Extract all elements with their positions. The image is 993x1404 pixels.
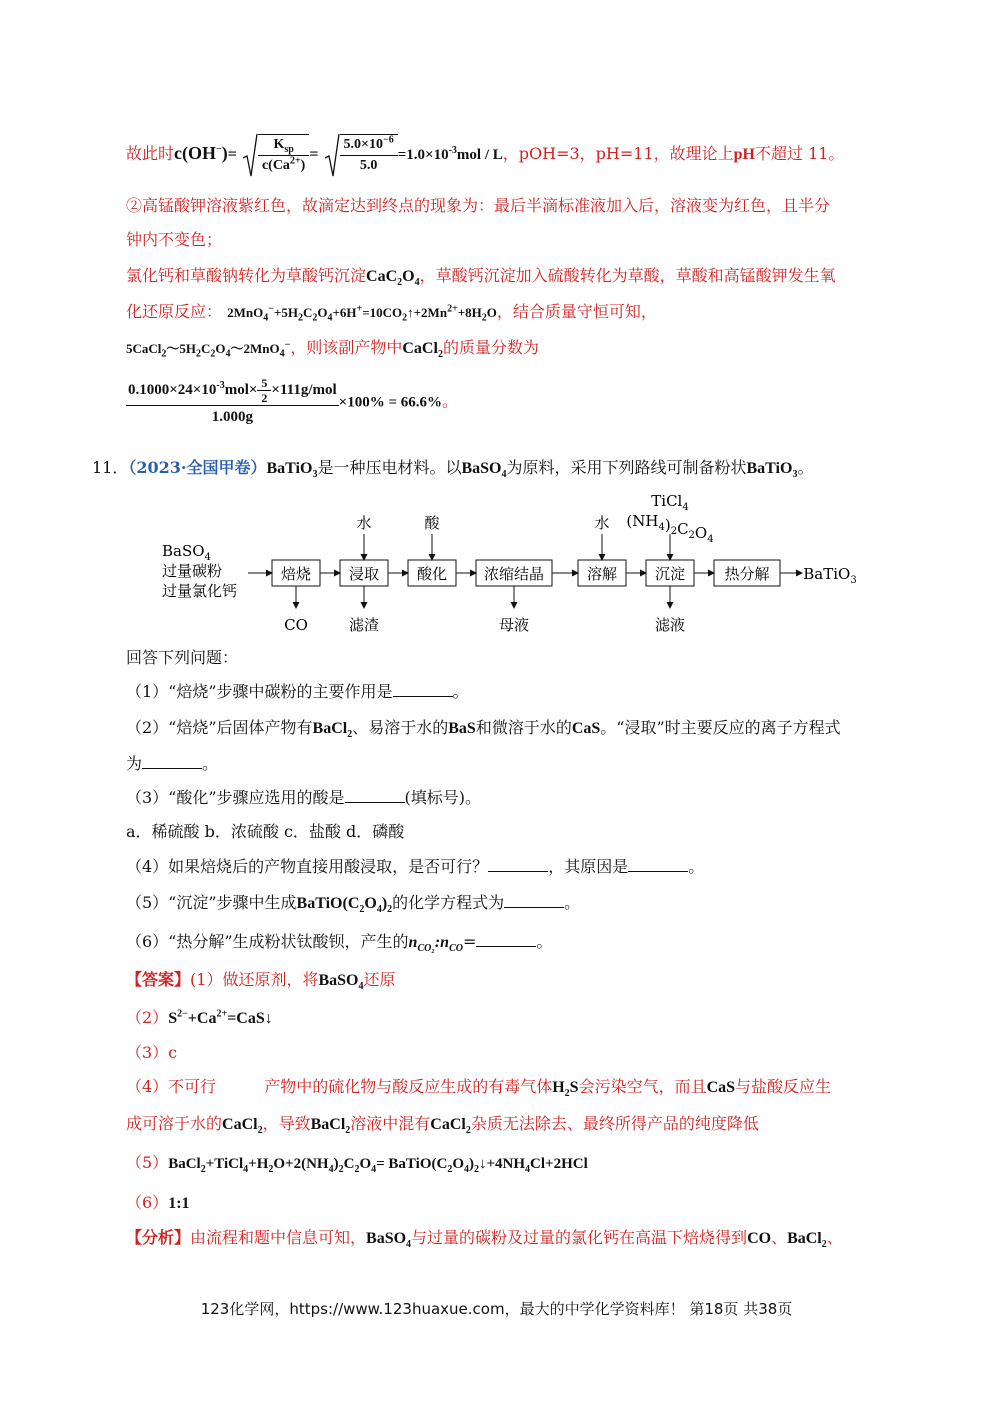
answer-2: $(2)S^{2-}+Ca^{2+}=CaS↓$ xyxy=(126,1008,273,1027)
flow-add-acid: 酸 xyxy=(424,514,440,532)
answer-4-line1: （4）不可行 产物中的硫化物与酸反应生成的有毒气体$H_2S$会污染空气，而且CaS与盐酸反应生 xyxy=(126,1077,832,1100)
q5: （5）“沉淀”步骤中生成$BaTiO(C_2O_4)_2$的化学方程式为 。 xyxy=(126,893,581,916)
blank xyxy=(476,932,536,947)
para3-line1: 氯化钙和草酸钠转化为草酸钙沉淀$CaC_2O_4$，草酸钙沉淀加入硫酸转化为草酸，草酸和高锰酸钾发生氧 xyxy=(126,266,836,289)
blank xyxy=(345,788,405,803)
para3-line2: 化还原反应： $2MnO_4^-+5H_2C_2O_4+6H^+=10CO_2↑+2Mn^{2+}+8H_2O$，结合质量守恒可知， xyxy=(126,302,657,324)
q4: （4）如果焙烧后的产物直接用酸浸取，是否可行？ ，其原因是 。 xyxy=(126,857,705,876)
blank xyxy=(628,857,688,872)
sqrt-sign-icon xyxy=(242,132,258,178)
flow-step-label-5: 沉淀 xyxy=(654,565,686,583)
para2-line1: ②高锰酸钾溶液紫红色，故滴定达到终点的现象为：最后半滴标准液加入后，溶液变为红色，且半分 xyxy=(126,196,831,215)
blank xyxy=(142,754,202,769)
flow-out-mother-liquor: 母液 xyxy=(498,616,530,634)
flow-step-label-0: 焙烧 xyxy=(280,565,312,583)
question-11-stem: 11．（2023·全国甲卷）BaTiO$_3$是一种压电材料。以BaSO$_4$为原料，采用下列路线可制备粉状BaTiO$_3$。 xyxy=(92,458,814,481)
flow-step-label-6: 热分解 xyxy=(724,565,770,583)
flow-step-label-4: 溶解 xyxy=(586,565,618,583)
eq2: = xyxy=(309,146,319,163)
flow-product: BaTiO$_3$ xyxy=(803,565,857,586)
q2-line2: 为 。 xyxy=(126,754,219,773)
flow-out-co: CO xyxy=(284,616,308,634)
flow-add-oxalate: $(NH_4)_2C_2O_4$ xyxy=(626,512,714,545)
flow-step-label-3: 浓缩结晶 xyxy=(483,565,545,583)
eq: = xyxy=(227,146,237,163)
flow-input-0: BaSO$_4$ xyxy=(162,542,211,563)
flow-add-water-2: 水 xyxy=(594,514,610,532)
c-oh: c(OH−) xyxy=(174,143,228,163)
mass-fraction-formula: $0.1000\times 24\times 10^{-3}mol\times$ $\frac{5}{2}$ ×111g/mol 1.000g ×100% = 66.6%。 xyxy=(128,376,459,425)
answer-4-line2: 成可溶于水的CaCl$_2$，导致BaCl$_2$溶液中混有CaCl$_2$杂质无法除去、最终所得产品的纯度降低 xyxy=(126,1114,759,1137)
blank xyxy=(504,893,564,908)
flow-add-water-1: 水 xyxy=(356,514,372,532)
answer-5: $(5)BaCl_2+TiCl_4+H_2O+2(NH_4)_2C_2O_4=$ $BaTiO(C_2O_4)_2↓+4NH_4Cl+2HCl$ xyxy=(126,1153,588,1175)
blank xyxy=(488,857,548,872)
page-footer: 123化学网，https://www.123huaxue.com，最大的中学化学资料库！ 第18页 共38页 xyxy=(200,1300,793,1318)
flow-step-label-2: 酸化 xyxy=(416,565,448,583)
flow-add-ticl4: TiCl$_4$ xyxy=(651,492,689,513)
analysis: 【分析】由流程和题中信息可知，BaSO$_4$与过量的碳粉及过量的氯化钙在高温下焙烧得到CO、BaCl$_2$、 xyxy=(126,1228,843,1251)
sqrt-1: $\frac{K_{sp}}{c(Ca^{2+})}$ xyxy=(242,130,309,180)
q6: （6）“热分解”生成粉状钛酸钡，产生的$n_{CO_2}:n_{CO}=$ 。 xyxy=(126,932,553,955)
prompt: 回答下列问题： xyxy=(126,648,239,667)
q3-options: a．稀硫酸 b．浓硫酸 c．盐酸 d．磷酸 xyxy=(126,822,405,841)
flow-step-label-1: 浸取 xyxy=(348,565,380,583)
blank xyxy=(393,682,453,697)
q1: （1）“焙烧”步骤中碳粉的主要作用是 。 xyxy=(126,682,469,701)
flow-out-residue: 滤渣 xyxy=(348,616,380,634)
answer-1: 【答案】(1）做还原剂，将BaSO$_4$还原 xyxy=(126,970,396,993)
q2-line1: （2）“焙烧”后固体产物有BaCl$_2$、易溶于水的BaS和微溶于水的CaS。“浸取”时主要反应的离子方程式 xyxy=(126,718,841,741)
flow-inputs xyxy=(162,542,237,600)
text: 故此时 xyxy=(126,144,175,163)
process-flow-diagram xyxy=(160,490,860,640)
flow-input-2: 过量氯化钙 xyxy=(162,582,238,600)
flow-out-filtrate: 滤液 xyxy=(654,616,686,634)
para2-line2: 钟内不变色； xyxy=(126,230,223,249)
answer-3: （3）c xyxy=(126,1043,178,1062)
ph-calc-line: 故此时c(OH−)= $\frac{K_{sp}}{c(Ca^{2+})}$ = $\frac{5.0\times 10^{-6}}{5.0}$ $=1.0\times 10^{-3}mol / L$，pOH=3，pH=11，故理论上pH不超过 11。 xyxy=(126,128,844,178)
q3: （3）“酸化”步骤应选用的酸是 (填标号)。 xyxy=(126,788,482,807)
sqrt-2: $\frac{5.0\times 10^{-6}}{5.0}$ xyxy=(324,130,398,180)
flow-input-1: 过量碳粉 xyxy=(162,562,223,580)
para3-line3: $5CaCl_2\sim 5H_2C_2O_4\sim 2MnO_4^-$，则该副产物中CaCl$_2$的质量分数为 xyxy=(126,338,539,361)
answer-6: （6）1:1 xyxy=(126,1193,190,1212)
sqrt-sign-icon xyxy=(324,132,340,178)
